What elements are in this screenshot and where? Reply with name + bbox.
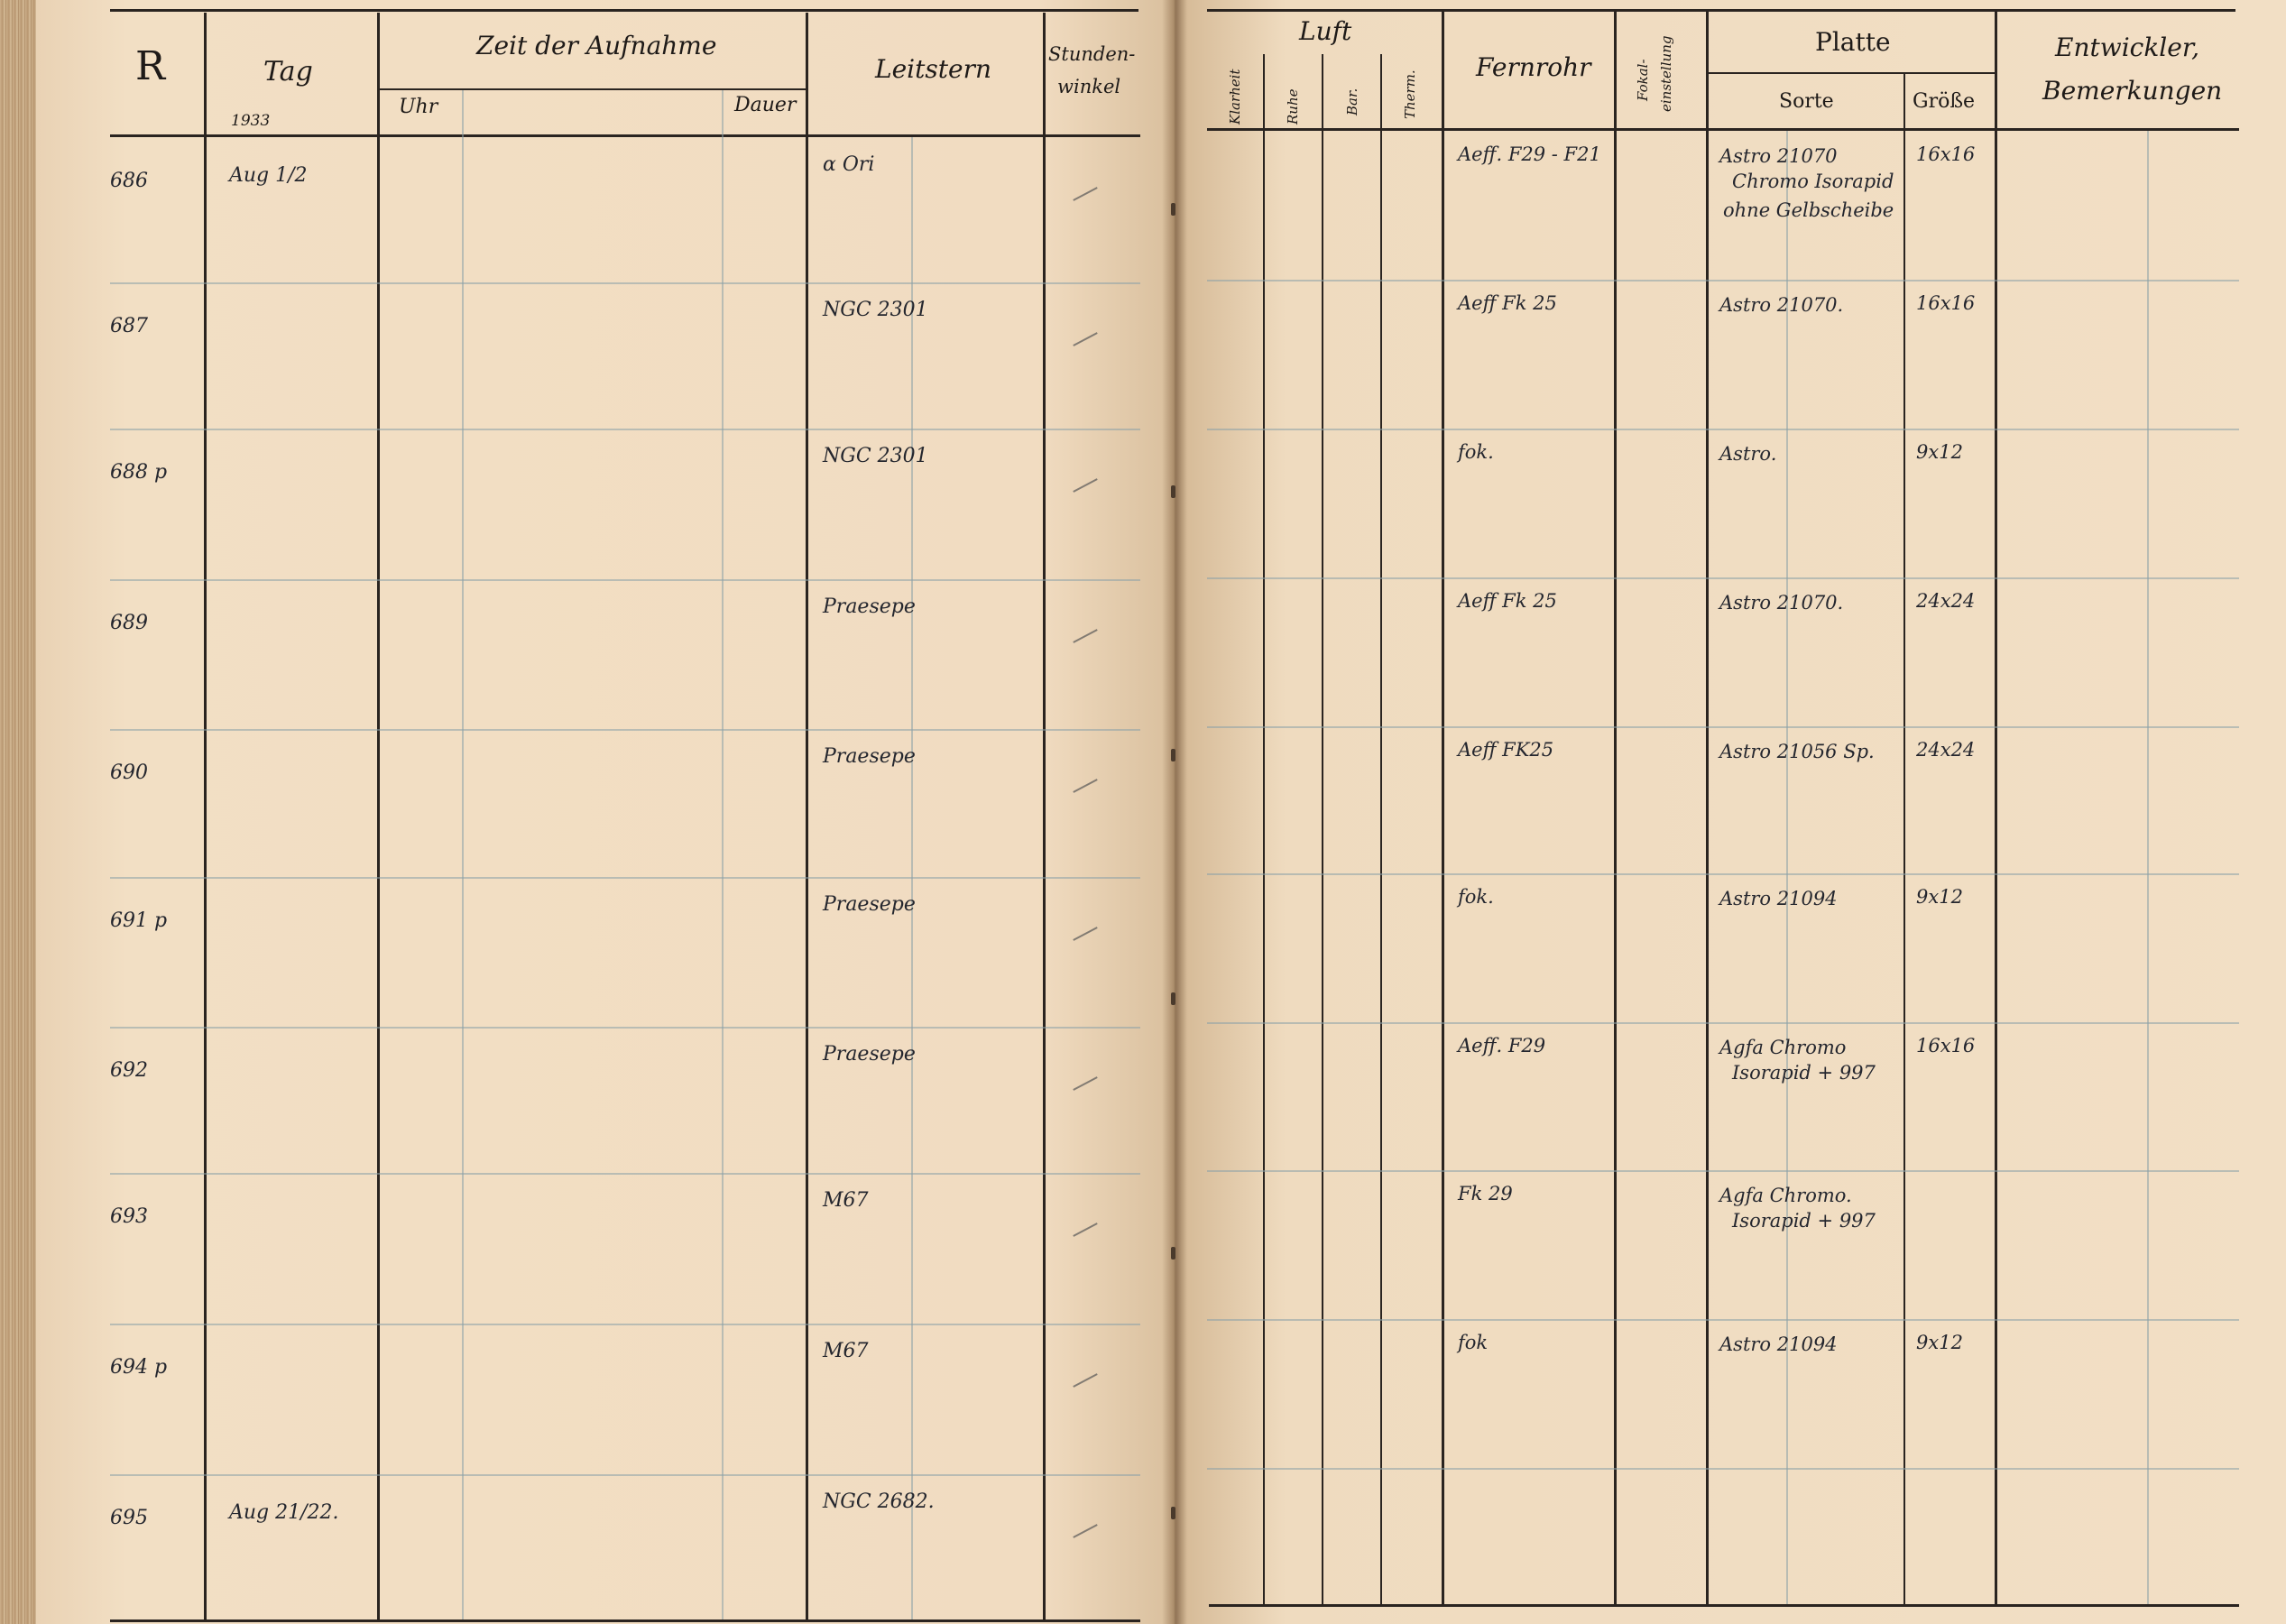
col-thin-dauer (722, 90, 724, 1619)
col-rule-sorte (1903, 72, 1905, 1606)
col-rule-tag (204, 13, 207, 1620)
entry-tag: Aug 21/22. (229, 1501, 339, 1524)
col-rule-platte (1995, 9, 1997, 1606)
entry-sorte: Agfa Chromo (1719, 1037, 1847, 1058)
entry-sorte: Astro. (1719, 443, 1777, 465)
right-bottom-rule (1209, 1604, 2239, 1607)
entry-sorte: Astro 21070. (1719, 294, 1844, 316)
header-r: R (135, 43, 166, 89)
header-entwickler-2: Bemerkungen (2042, 76, 2223, 106)
left-page (36, 0, 1175, 1624)
entry-leitstern: NGC 2682. (823, 1490, 935, 1513)
row-rule-left (110, 877, 1140, 879)
entry-groesse: 16x16 (1916, 292, 1976, 314)
entry-leitstern: NGC 2301 (823, 445, 928, 467)
entry-fernrohr: Aeff Fk 25 (1458, 292, 1557, 314)
entry-leitstern: α Ori (823, 153, 875, 176)
entry-sorte-line2: Isorapid + 997 (1732, 1062, 1876, 1084)
entry-sorte: Astro 21056 Sp. (1719, 741, 1875, 762)
header-stundenwinkel-2: winkel (1057, 76, 1121, 97)
entry-sorte: Astro 21070 (1719, 145, 1838, 167)
entry-leitstern: M67 (823, 1340, 869, 1362)
entry-r: 693 (110, 1205, 148, 1228)
col-rule-stundenwinkel (1043, 13, 1046, 1620)
row-rule-right (1207, 726, 2239, 728)
entry-groesse: 16x16 (1916, 143, 1976, 165)
col-rule-klarheit (1263, 54, 1265, 1606)
row-rule-left (110, 579, 1140, 581)
entry-sorte: Astro 21094 (1719, 888, 1838, 909)
book-gutter (1162, 0, 1187, 1624)
col-rule-luft (1442, 9, 1444, 1606)
row-rule-right (1207, 1468, 2239, 1470)
binding-stitch (1171, 1247, 1175, 1260)
entry-sorte: Agfa Chromo. (1719, 1185, 1852, 1206)
header-therm: Therm. (1402, 69, 1418, 119)
header-ruhe: Ruhe (1285, 88, 1301, 125)
entry-r: 692 (110, 1059, 148, 1082)
entry-groesse: 16x16 (1916, 1035, 1976, 1057)
row-rule-left (110, 1474, 1140, 1476)
entry-sorte-line2: Isorapid + 997 (1732, 1210, 1876, 1232)
binding-stitch (1171, 1507, 1175, 1519)
binding-stitch (1171, 203, 1175, 216)
entry-sorte-line2: Chromo Isorapid (1732, 171, 1894, 192)
col-rule-leitstern (806, 13, 808, 1620)
row-rule-right (1207, 280, 2239, 281)
col-thin-uhr (462, 90, 464, 1619)
header-leitstern: Leitstern (875, 54, 991, 84)
entry-fernrohr: Aeff. F29 - F21 (1458, 143, 1601, 165)
right-top-rule (1207, 9, 2235, 12)
header-uhr: Uhr (399, 96, 438, 118)
row-rule-left (110, 1173, 1140, 1175)
header-tag: Tag (263, 56, 313, 88)
binding-stitch (1171, 485, 1175, 498)
row-rule-left (110, 429, 1140, 430)
left-header-rule (110, 134, 1140, 137)
entry-groesse: 24x24 (1916, 739, 1976, 761)
header-fokal-1: Fokal- (1635, 59, 1651, 101)
row-rule-right (1207, 577, 2239, 579)
row-rule-right (1207, 873, 2239, 875)
page-stack-edge (0, 0, 36, 1624)
col-thin-fernrohr (1786, 131, 1788, 1604)
entry-groesse: 24x24 (1916, 590, 1976, 612)
header-platte: Platte (1815, 27, 1891, 57)
row-rule-right (1207, 1319, 2239, 1321)
entry-fernrohr: Fk 29 (1458, 1183, 1513, 1204)
header-luft: Luft (1299, 16, 1352, 46)
platte-sub-rule (1707, 72, 1996, 74)
entry-groesse: 9x12 (1916, 441, 1963, 463)
left-bottom-rule (110, 1619, 1140, 1622)
entry-r: 686 (110, 170, 148, 192)
binding-stitch (1171, 749, 1175, 761)
entry-fernrohr: fok. (1458, 441, 1494, 463)
entry-sorte: Astro 21094 (1719, 1333, 1838, 1355)
entry-fernrohr: Aeff. F29 (1458, 1035, 1546, 1057)
row-rule-left (110, 1027, 1140, 1029)
row-rule-right (1207, 429, 2239, 430)
entry-tag: Aug 1/2 (229, 164, 308, 187)
header-zeit: Zeit der Aufnahme (476, 31, 717, 60)
row-rule-right (1207, 1022, 2239, 1024)
entry-leitstern: Praesepe (823, 1043, 916, 1066)
row-rule-left (110, 729, 1140, 731)
header-dauer: Dauer (734, 94, 797, 116)
entry-groesse: 9x12 (1916, 886, 1963, 908)
entry-r: 690 (110, 761, 148, 784)
entry-r: 687 (110, 315, 148, 337)
entry-leitstern: NGC 2301 (823, 299, 928, 321)
col-rule-ruhe (1322, 54, 1323, 1606)
header-fernrohr: Fernrohr (1476, 52, 1591, 82)
entry-r: 695 (110, 1507, 148, 1529)
header-bar: Bar. (1344, 88, 1360, 115)
row-rule-left (110, 282, 1140, 284)
binding-stitch (1171, 992, 1175, 1005)
entry-r: 694 p (110, 1356, 168, 1379)
row-rule-left (110, 1324, 1140, 1325)
header-stundenwinkel-1: Stunden- (1048, 43, 1136, 65)
entry-r: 688 p (110, 461, 168, 484)
entry-r: 691 p (110, 909, 168, 932)
row-rule-right (1207, 1170, 2239, 1172)
entry-fernrohr: Aeff Fk 25 (1458, 590, 1557, 612)
entry-fernrohr: fok (1458, 1332, 1489, 1353)
entry-groesse: 9x12 (1916, 1332, 1963, 1353)
entry-leitstern: Praesepe (823, 745, 916, 768)
col-rule-fernrohr (1614, 9, 1617, 1606)
entry-leitstern: M67 (823, 1189, 869, 1212)
left-top-rule (110, 9, 1138, 12)
right-header-rule (1207, 128, 2239, 131)
entry-leitstern: Praesepe (823, 595, 916, 618)
header-entwickler-1: Entwickler, (2055, 32, 2200, 62)
header-klarheit: Klarheit (1227, 69, 1243, 125)
header-fokal-2: einstellung (1658, 35, 1674, 112)
entry-sorte: Astro 21070. (1719, 592, 1844, 614)
entry-sorte-line3: ohne Gelbscheibe (1723, 199, 1894, 221)
col-rule-fokal (1706, 9, 1709, 1606)
header-year: 1933 (231, 112, 271, 130)
entry-fernrohr: fok. (1458, 886, 1494, 908)
header-groesse: Größe (1913, 90, 1976, 113)
col-rule-zeit (377, 13, 380, 1620)
col-thin-bemerkungen (2147, 131, 2149, 1604)
entry-r: 689 (110, 612, 148, 634)
entry-fernrohr: Aeff FK25 (1458, 739, 1554, 761)
zeit-sub-rule (377, 88, 807, 90)
entry-leitstern: Praesepe (823, 893, 916, 916)
col-rule-bar (1380, 54, 1382, 1606)
right-page (1175, 0, 2286, 1624)
header-sorte: Sorte (1779, 90, 1834, 113)
